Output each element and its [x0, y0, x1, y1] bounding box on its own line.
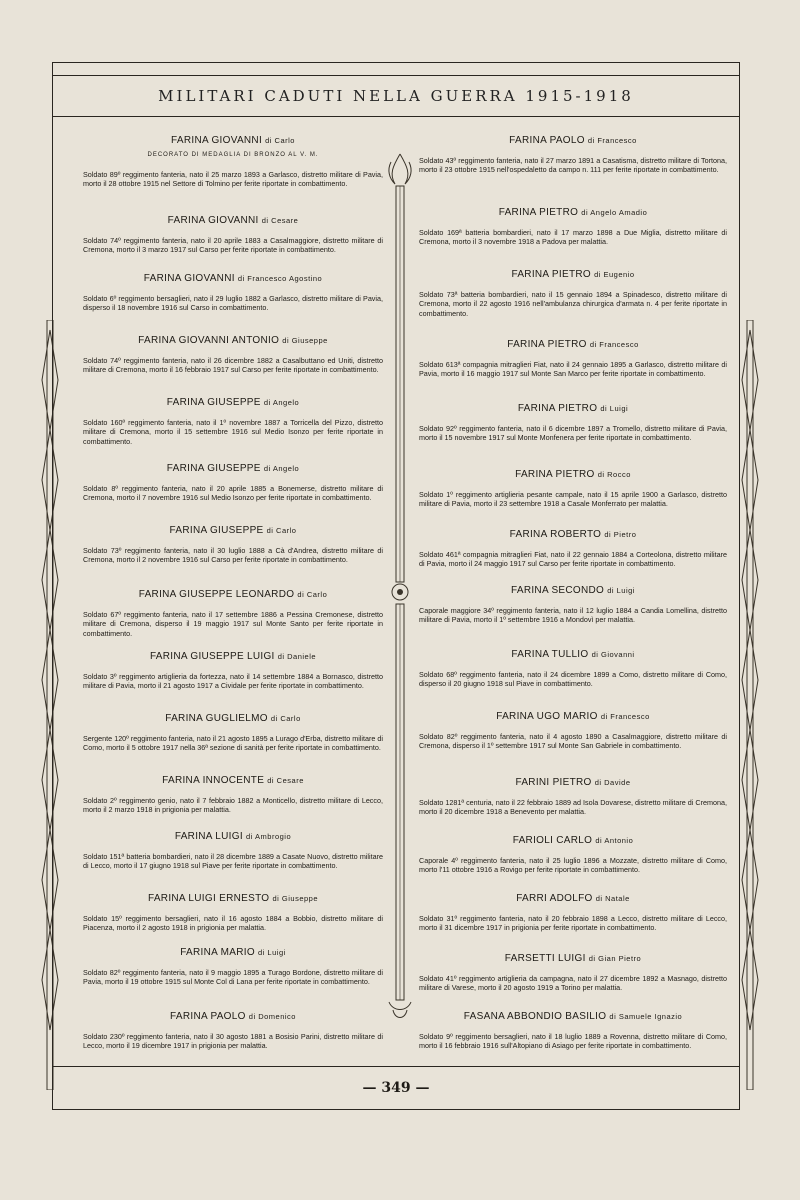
entry-name: FARINA GUGLIELMO [165, 713, 268, 724]
entry-text: Soldato 68º reggimento fanteria, nato il 24 dicembre 1899 a Como, distretto militare di Como, disperso il 20 giugno 1918 sul Piave in combattimento. [419, 670, 727, 689]
entry [83, 775, 383, 815]
entry-text: Soldato 9º reggimento bersaglieri, nato il 18 luglio 1889 a Rovenna, distretto militare di Como, morto il 16 febbraio 1916 sull'Altopiano di Asiago per ferite riportate in combattimento. [419, 1032, 727, 1051]
entry [419, 269, 727, 318]
entry-parent: di Samuele Ignazio [609, 1012, 683, 1021]
entry-name: FARINA UGO MARIO [496, 711, 598, 722]
entry-text: Soldato 74º reggimento fanteria, nato il 20 aprile 1883 a Casalmaggiore, distretto militare di Cremona, morto il 3 marzo 1917 sul Carso per ferite riportate in combattimento. [83, 236, 383, 255]
entry-text: Soldato 31º reggimento fanteria, nato il 20 febbraio 1898 a Lecco, distretto militare di Lecco, morto il 31 dicembre 1917 in prigionia per ferite riportate in combattimento. [419, 914, 727, 933]
entry-name: FARINA ROBERTO [509, 529, 602, 540]
entry [83, 713, 383, 753]
entry-parent: di Domenico [248, 1012, 296, 1021]
entry-parent: di Carlo [266, 526, 297, 535]
entry-name: FARINA GIOVANNI [143, 273, 235, 284]
entry-name: FARINA TULLIO [511, 649, 589, 660]
entry-parent: di Carlo [297, 590, 328, 599]
entry [83, 831, 383, 871]
entry-name: FARINA SECONDO [511, 585, 605, 596]
entry [419, 893, 727, 933]
entry-parent: di Carlo [270, 714, 301, 723]
page-title: MILITARI CADUTI NELLA GUERRA 1915-1918 [158, 87, 634, 105]
entry-name: FARINA PAOLO [509, 135, 585, 146]
entry-text: Soldato 160º reggimento fanteria, nato il 1º novembre 1887 a Torricella del Pizzo, distretto militare di Cremona, morto il 15 settembre 1916 sul Medio Isonzo per ferite riportate in combattimento. [83, 418, 383, 446]
entry [419, 649, 727, 689]
entry [419, 835, 727, 875]
entry-name: FARINA LUIGI [174, 831, 243, 842]
entry-text: Soldato 15º reggimento bersaglieri, nato il 16 agosto 1884 a Bobbio, distretto militare di Piacenza, morto il 2 agosto 1918 in prigionia per malattia. [83, 914, 383, 933]
entry-parent: di Angelo [263, 398, 300, 407]
entry-parent: di Cesare [261, 216, 299, 225]
entry [83, 651, 383, 691]
entry-text: Soldato 92º reggimento fanteria, nato il 6 dicembre 1897 a Tromello, distretto militare di Pavia, morto il 15 novembre 1917 sul Monte Monfenera per ferite riportate in combattimento. [419, 424, 727, 443]
entry-text: Soldato 2º reggimento genio, nato il 7 febbraio 1882 a Monticello, distretto militare di Lecco, morto il 2 marzo 1918 in prigionia per malattia. [83, 796, 383, 815]
entry-text: Soldato 82º reggimento fanteria, nato il 9 maggio 1895 a Turago Bordone, distretto militare di Pavia, morto il 19 ottobre 1915 sul Monte Col di Lana per ferite riportate in combattimento. [83, 968, 383, 987]
entry-parent: di Francesco [587, 136, 637, 145]
entry-parent: di Francesco [600, 712, 650, 721]
entry [83, 525, 383, 565]
entry [83, 273, 383, 313]
entry-parent: di Cesare [267, 776, 304, 785]
entry [83, 1011, 383, 1051]
entry [419, 711, 727, 751]
entry-text: Soldato 1281ª centuria, nato il 22 febbraio 1889 ad Isola Dovarese, distretto militare di Cremona, morto il 20 dicembre 1918 a Benevento per malattia. [419, 798, 727, 817]
entry [419, 777, 727, 817]
entry-name: FASANA ABBONDIO BASILIO [463, 1011, 607, 1022]
entry-name: FARINA PIETRO [517, 403, 598, 414]
entry-parent: di Eugenio [594, 270, 635, 279]
entry-text: Soldato 82º reggimento fanteria, nato il 4 agosto 1890 a Casalmaggiore, distretto militare di Cremona, disperso il 1º settembre 1917 sul Monte San Gabriele in combattimento. [419, 732, 727, 751]
entry-parent: di Francesco Agostino [237, 274, 323, 283]
entry-parent: di Ambrogio [246, 832, 292, 841]
entry-name: FARINA GIUSEPPE [166, 463, 261, 474]
entry-name: FARINA PAOLO [170, 1011, 246, 1022]
entry-text: Sergente 120º reggimento fanteria, nato il 21 agosto 1895 a Lurago d'Erba, distretto militare di Como, morto il 5 ottobre 1917 nella 36ª sezione di sanità per ferite riportate in combattimento. [83, 734, 383, 753]
entry-parent: di Davide [594, 778, 631, 787]
entry [83, 893, 383, 933]
entry-name: FARINA GIUSEPPE [169, 525, 264, 536]
entry-subtitle: DECORATO DI MEDAGLIA DI BRONZO AL V. M. [147, 152, 319, 158]
entry-parent: di Daniele [277, 652, 317, 661]
page-number: — 349 — [362, 1080, 430, 1096]
entry-parent: di Luigi [607, 586, 635, 595]
entry-text: Soldato 89º reggimento fanteria, nato il 25 marzo 1893 a Garlasco, distretto militare di Pavia, morto il 28 ottobre 1915 nel Settore di Tolmino per ferite riportate in combattimento. [83, 170, 383, 189]
entry [83, 135, 383, 189]
entry-name: FARINA LUIGI ERNESTO [147, 893, 270, 904]
entry [419, 469, 727, 509]
entry-text: Soldato 3º reggimento artiglieria da fortezza, nato il 14 settembre 1884 a Bornasco, distretto militare di Pavia, morto il 21 agosto 1917 a Cividale per ferite riportate in combattimento. [83, 672, 383, 691]
entry-name: FARINA GIUSEPPE [166, 397, 261, 408]
entry-name: FARINA PIETRO [507, 339, 587, 350]
entry [83, 335, 383, 375]
entry [419, 135, 727, 175]
entry [419, 529, 727, 569]
entry-text: Caporale maggiore 34º reggimento fanteria, nato il 12 luglio 1884 a Candia Lomellina, distretto militare di Pavia, morto il 1º settembre 1916 a Mondovì per malattia. [419, 606, 727, 625]
entry-text: Soldato 169ª batteria bombardieri, nato il 17 marzo 1898 a Due Miglia, distretto militare di Cremona, morto il 3 novembre 1918 a Padova per malattia. [419, 228, 727, 247]
entry-parent: di Luigi [258, 948, 286, 957]
entry-text: Soldato 74º reggimento fanteria, nato il 26 dicembre 1882 a Casalbuttano ed Uniti, distretto militare di Cremona, morto il 16 febbraio 1917 sul Carso per ferite riportate in combattimento. [83, 356, 383, 375]
entry-text: Soldato 67º reggimento fanteria, nato il 17 settembre 1886 a Pessina Cremonese, distretto militare di Cremona, disperso il 19 maggio 1917 sul Monte Santo per ferite riportate in combattimento. [83, 610, 383, 638]
entry-parent: di Giuseppe [282, 336, 328, 345]
entry-name: FARINA GIOVANNI ANTONIO [138, 335, 280, 346]
entry-text: Soldato 613ª compagnia mitraglieri Fiat, nato il 24 gennaio 1895 a Garlasco, distretto militare di Pavia, morto il 16 maggio 1917 sul Monte San Marco per ferite riportate in combattimento. [419, 360, 727, 379]
entry-name: FARINA PIETRO [498, 207, 579, 218]
entry [83, 463, 383, 503]
entry-name: FARINI PIETRO [515, 777, 592, 788]
entry [419, 207, 727, 247]
entry-name: FARINA PIETRO [511, 269, 591, 280]
entry-parent: di Giovanni [591, 650, 635, 659]
entry [83, 589, 383, 638]
entry-parent: di Luigi [600, 404, 629, 413]
entry-parent: di Giuseppe [272, 894, 319, 903]
entry-parent: di Angelo Amadio [581, 208, 648, 217]
entry-parent: di Gian Pietro [588, 954, 642, 963]
header-band [53, 75, 739, 117]
entry-parent: di Rocco [597, 470, 631, 479]
entry-text: Soldato 461ª compagnia mitraglieri Fiat, nato il 22 gennaio 1884 a Corteolona, distretto militare di Pavia, morto il 24 maggio 1917 sul Carso per ferite riportate in combattimento. [419, 550, 727, 569]
entry-parent: di Natale [595, 894, 630, 903]
entry-name: FARSETTI LUIGI [504, 953, 586, 964]
page-frame [52, 62, 740, 1110]
entry-text: Soldato 73ª batteria bombardieri, nato il 15 gennaio 1894 a Spinadesco, distretto militare di Cremona, morto il 22 agosto 1916 nell'ambulanza chirurgica d'armata n. 4 per ferite riportate in combattimento. [419, 290, 727, 318]
entry [419, 339, 727, 379]
entry-name: FARINA MARIO [180, 947, 255, 958]
entry-name: FARINA PIETRO [515, 469, 595, 480]
entry [419, 403, 727, 443]
entry-text: Soldato 41º reggimento artiglieria da campagna, nato il 27 dicembre 1892 a Masnago, distretto militare di Varese, morto il 20 agosto 1919 a Torino per malattia. [419, 974, 727, 993]
entry-text: Soldato 1º reggimento artiglieria pesante campale, nato il 15 aprile 1900 a Garlasco, distretto militare di Pavia, morto il 23 settembre 1918 a Casale Monferrato per malattia. [419, 490, 727, 509]
entry-name: FARRI ADOLFO [516, 893, 593, 904]
right-ornamental-pillar [738, 320, 762, 1090]
entry-text: Soldato 230º reggimento fanteria, nato il 30 agosto 1881 a Bosisio Parini, distretto militare di Lecco, morto il 19 dicembre 1917 in prigionia per malattia. [83, 1032, 383, 1051]
entry [83, 215, 383, 255]
entry-text: Soldato 151ª batteria bombardieri, nato il 28 dicembre 1889 a Casate Nuovo, distretto militare di Lecco, morto il 17 giugno 1918 sul Piave per ferite riportate in combattimento. [83, 852, 383, 871]
entry-parent: di Francesco [589, 340, 639, 349]
entry-text: Soldato 6º reggimento bersaglieri, nato il 29 luglio 1882 a Garlasco, distretto militare di Pavia, disperso il 18 novembre 1916 sul Carso in combattimento. [83, 294, 383, 313]
entry [419, 953, 727, 993]
footer-band [53, 1066, 739, 1109]
entry-text: Soldato 73º reggimento fanteria, nato il 30 luglio 1888 a Cà d'Andrea, distretto militare di Cremona, morto il 2 novembre 1916 sul Carso per ferite riportate in combattimento. [83, 546, 383, 565]
entry [83, 397, 383, 446]
entry-parent: di Antonio [595, 836, 634, 845]
entry-parent: di Angelo [263, 464, 300, 473]
entry-name: FARINA GIOVANNI [167, 215, 259, 226]
entry-name: FARIOLI CARLO [512, 835, 593, 846]
entry [83, 947, 383, 987]
entry-text: Caporale 4º reggimento fanteria, nato il 25 luglio 1896 a Mozzate, distretto militare di Como, morto l'11 ottobre 1916 a Rovigo per ferite riportate in combattimento. [419, 856, 727, 875]
entry-parent: di Pietro [604, 530, 637, 539]
entry-name: FARINA GIUSEPPE LUIGI [149, 651, 275, 662]
entry-text: Soldato 43º reggimento fanteria, nato il 27 marzo 1891 a Casatisma, distretto militare di Tortona, morto il 23 ottobre 1915 nell'ospedaletto da campo n. 111 per ferite riportate in combattimento. [419, 156, 727, 175]
entry-parent: di Carlo [265, 136, 295, 145]
entry [419, 1011, 727, 1051]
entry [419, 585, 727, 625]
entry-name: FARINA GIUSEPPE LEONARDO [138, 589, 295, 600]
entry-name: FARINA GIOVANNI [171, 135, 263, 146]
entry-text: Soldato 8º reggimento fanteria, nato il 20 aprile 1885 a Bonemerse, distretto militare di Cremona, morto il 7 novembre 1916 sul Medio Isonzo per ferite riportate in combattimento. [83, 484, 383, 503]
entry-name: FARINA INNOCENTE [162, 775, 265, 786]
